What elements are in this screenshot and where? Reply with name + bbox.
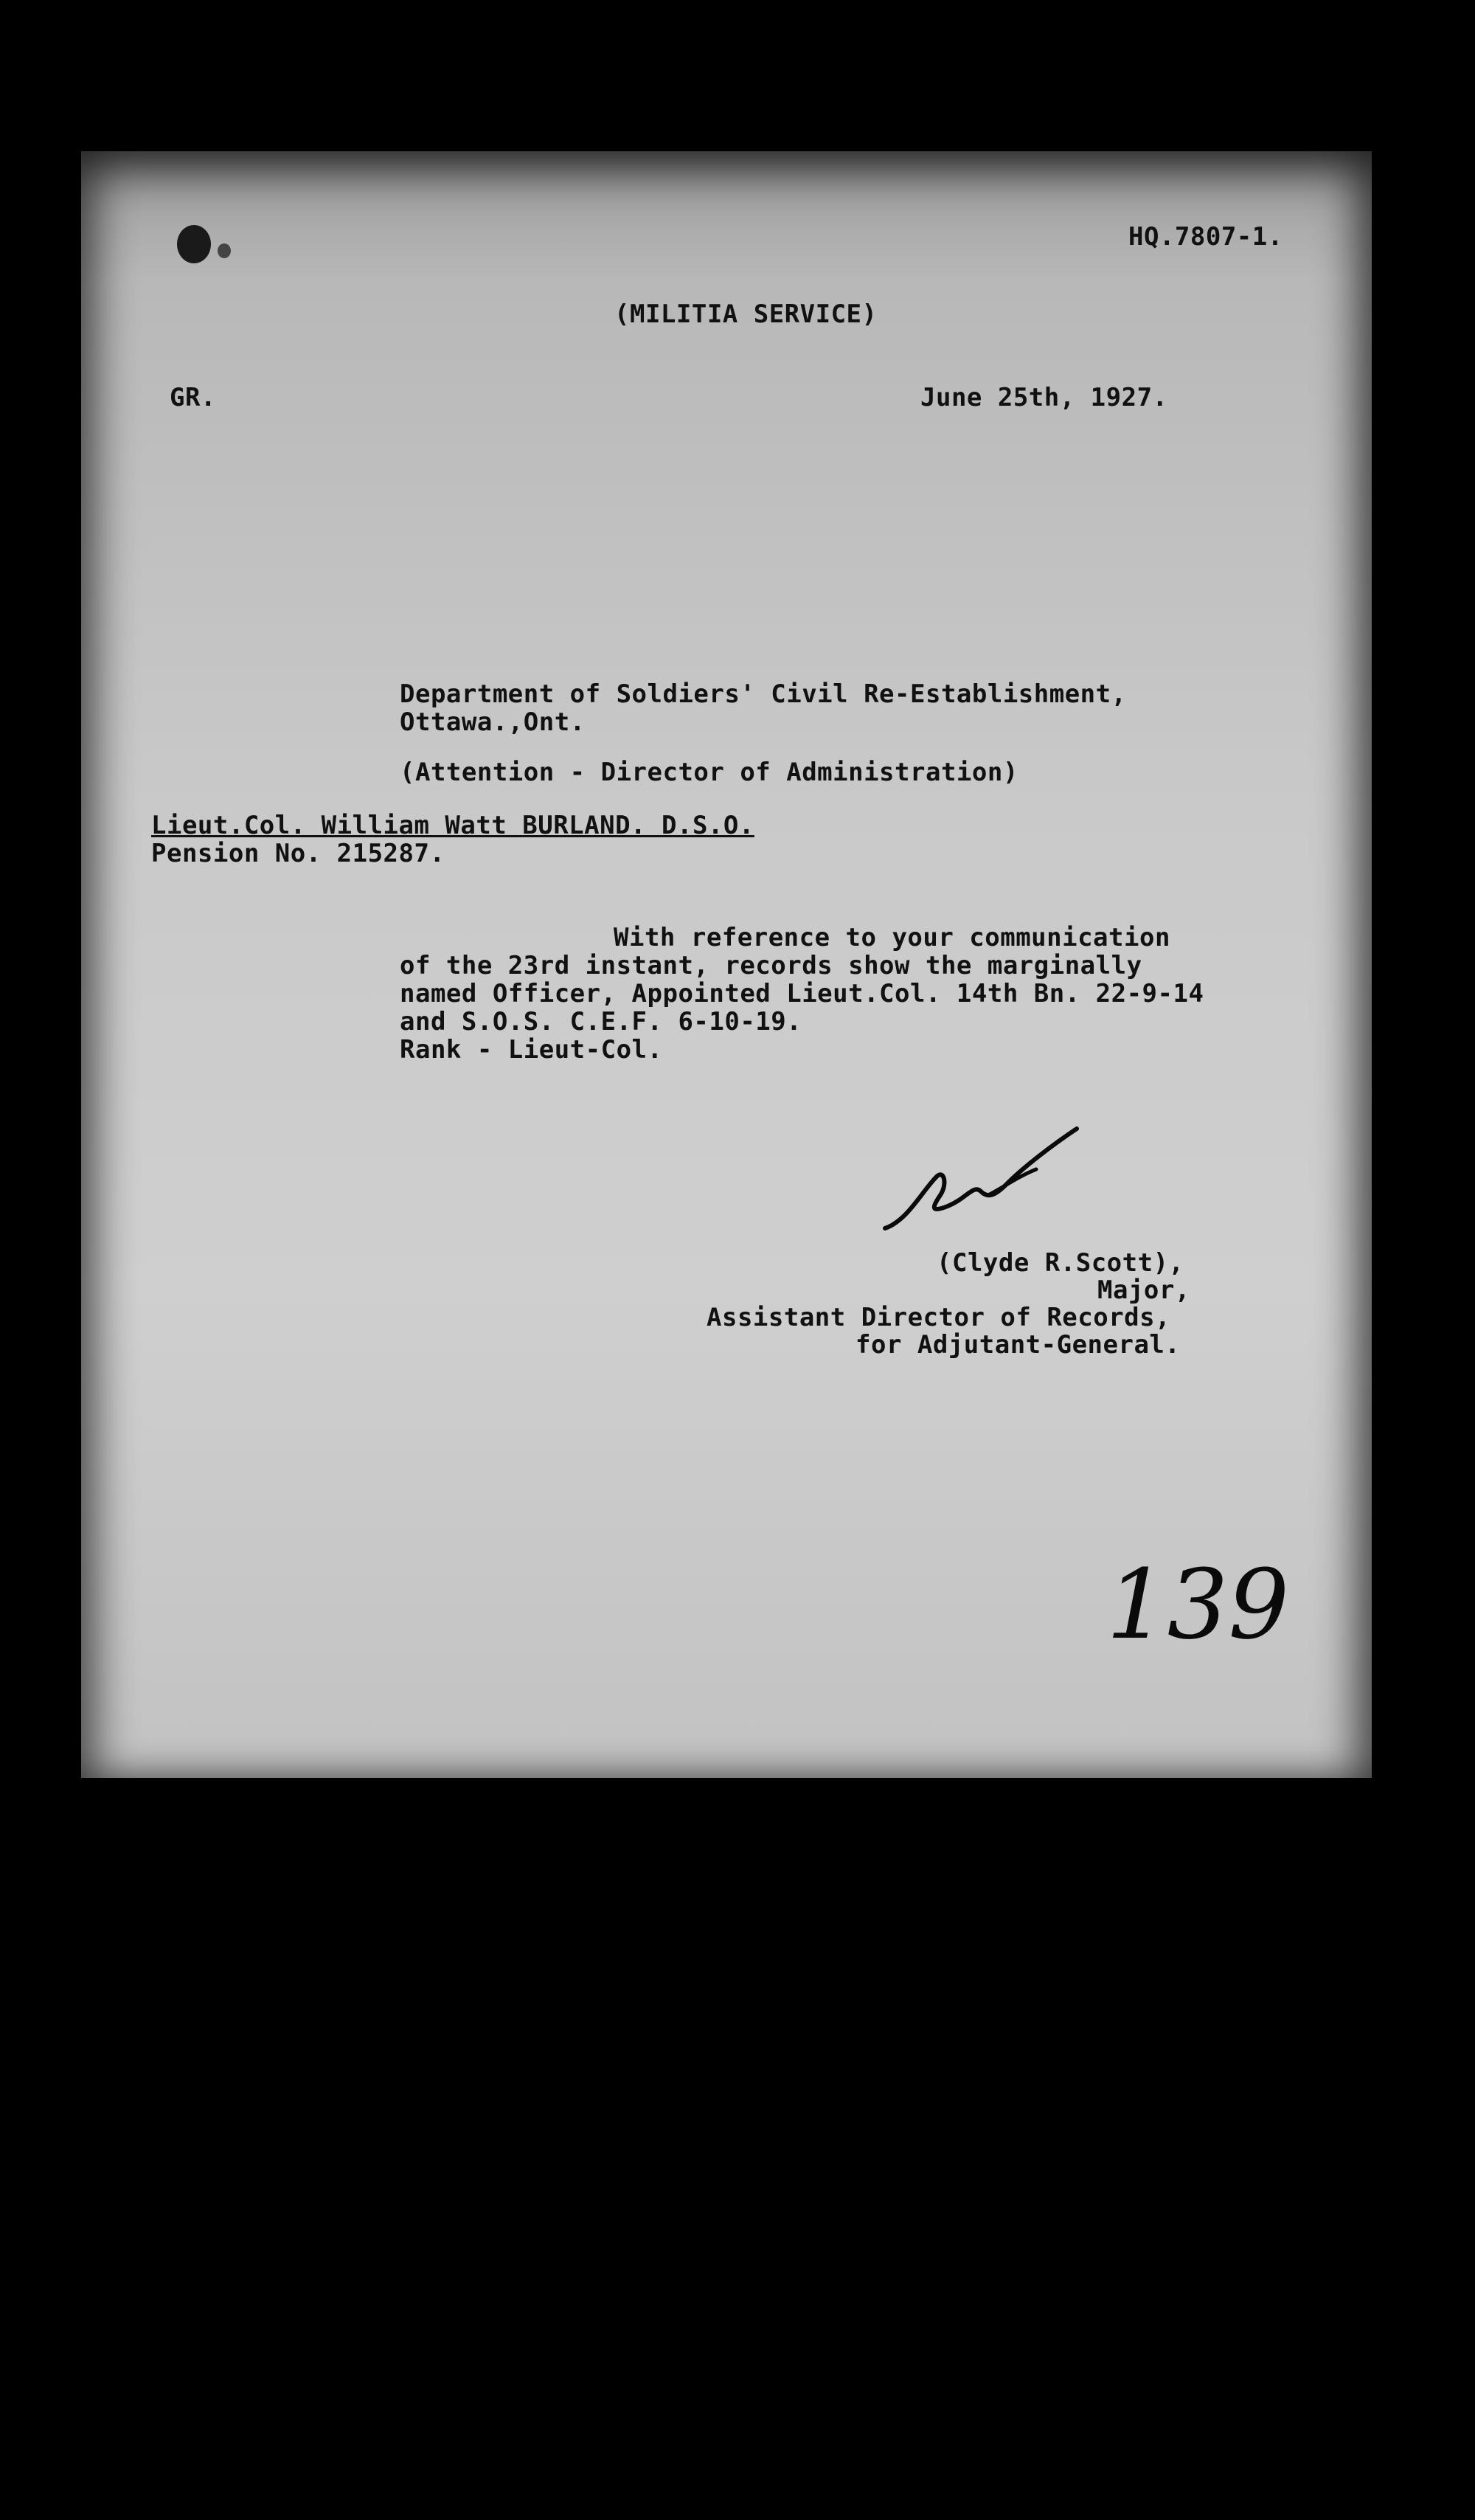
- attention-line: (Attention - Director of Administration): [400, 758, 1018, 787]
- signatory-title: Assistant Director of Records,: [707, 1303, 1171, 1332]
- recipient-line-1: Department of Soldiers' Civil Re-Establishment,: [400, 679, 1127, 709]
- file-number: HQ.7807-1.: [1128, 222, 1283, 252]
- recipient-line-2: Ottawa.,Ont.: [400, 707, 586, 737]
- body-line-5: Rank - Lieut-Col.: [400, 1035, 663, 1065]
- handwritten-signature: [878, 1125, 1084, 1243]
- signatory-rank: Major,: [1097, 1275, 1190, 1305]
- ink-blot-small: [218, 243, 231, 258]
- letter-date: June 25th, 1927.: [920, 383, 1168, 412]
- handwritten-page-number: 139: [1106, 1548, 1290, 1661]
- subject-line-2: Pension No. 215287.: [151, 839, 445, 868]
- letter-header: (MILITIA SERVICE): [614, 300, 878, 329]
- signatory-name: (Clyde R.Scott),: [937, 1248, 1184, 1278]
- signatory-for: for Adjutant-General.: [856, 1330, 1181, 1360]
- subject-line-1: Lieut.Col. William Watt BURLAND. D.S.O.: [151, 811, 754, 840]
- initials: GR.: [170, 383, 216, 412]
- body-text: [400, 924, 1204, 1064]
- body-line-2: of the 23rd instant, records show the marginally: [400, 951, 1142, 980]
- body-line-3: named Officer, Appointed Lieut.Col. 14th Bn. 22-9-14: [400, 979, 1204, 1008]
- ink-blot: [177, 225, 211, 263]
- body-line-1: With reference to your communication: [614, 923, 1170, 952]
- body-line-4: and S.O.S. C.E.F. 6-10-19.: [400, 1007, 802, 1036]
